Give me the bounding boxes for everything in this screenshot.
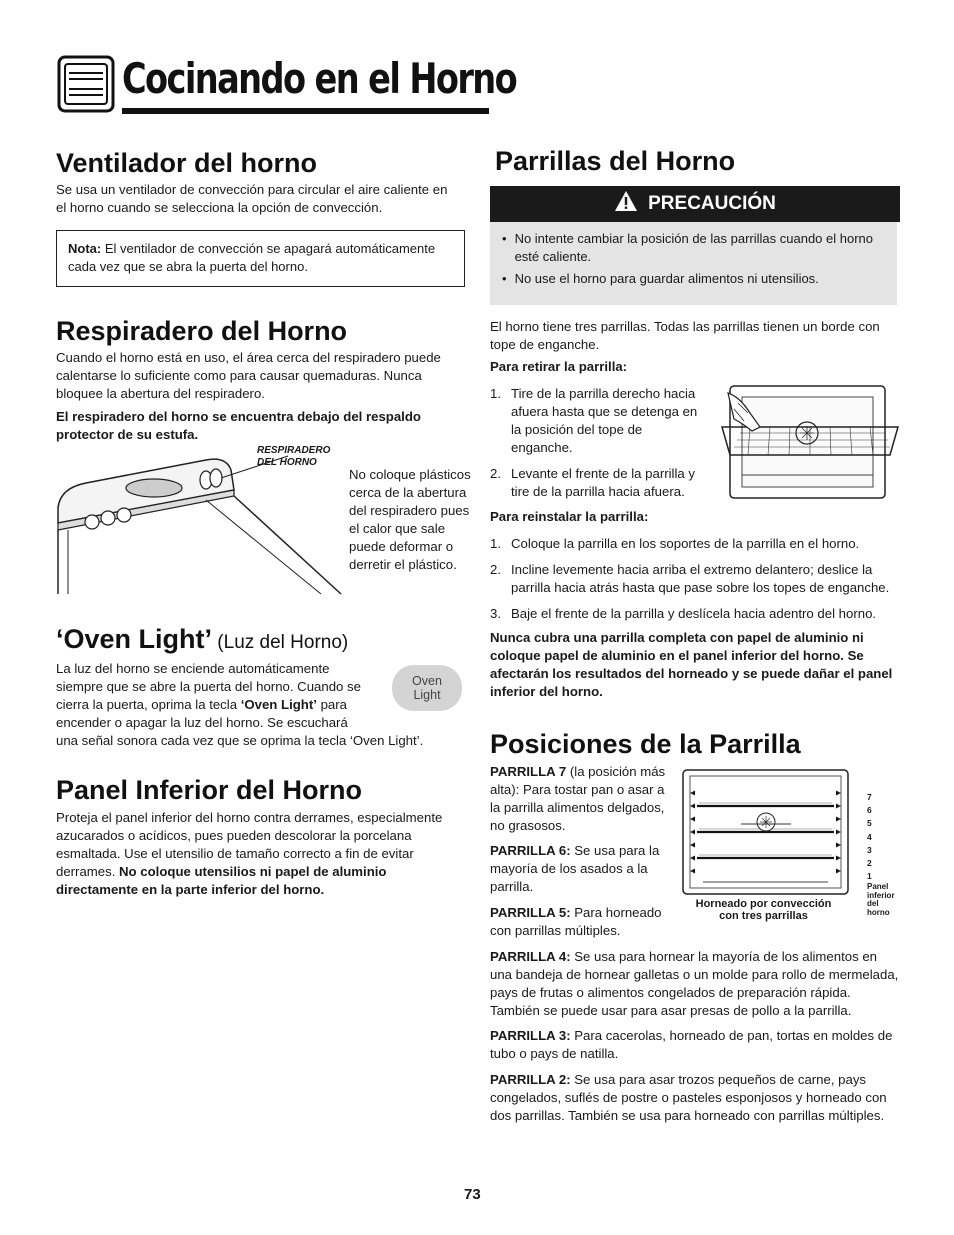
oven-light-body-part-1: La luz del horno se enciende automáticamente siempre que se abre la puerta del horno. Cuando se cierra la puerta, oprima la tecla (56, 661, 361, 712)
caution-title: PRECAUCIÓN (648, 193, 776, 214)
vent-label-line-1: RESPIRADERO (257, 445, 331, 456)
rack-number: 4 (867, 831, 872, 842)
title-underline (122, 108, 489, 114)
fan-note-box (56, 230, 465, 287)
positions-heading: Posiciones de la Parrilla (490, 729, 801, 759)
rack-number: 7 (867, 792, 872, 802)
vent-side-text: No coloque plásticos cerca de la abertura del respiradero pues el calor que sale puede deformar o derretir el plástico. (349, 467, 471, 572)
remove-heading: Para retirar la parrilla: (490, 359, 628, 374)
rack-positions-illustration (681, 768, 851, 896)
rack-2-text: PARRILLA 2: Se usa para asar trozos pequeños de carne, pays congelados, suflés de postre o pasteles esponjosos y horneado con dos parrillas. También se usa para horneado con parrillas múltiples. (490, 1072, 887, 1123)
oven-light-heading-sub: (Luz del Horno) (212, 632, 349, 653)
caution-box (490, 222, 897, 305)
rack-removal-illustration (720, 383, 902, 503)
caution-header (490, 186, 900, 222)
rack-5-text: PARRILLA 5: Para horneado con parrillas múltiples. (490, 905, 662, 938)
remove-steps (490, 385, 702, 501)
fan-note-text: El ventilador de convección se apagará automáticamente cada vez que se abra la puerta del horno. (68, 241, 436, 274)
vent-label-line-2: DEL HORNO (257, 457, 317, 468)
bottom-panel-label: Panel inferior del horno (867, 882, 895, 917)
page-number: 73 (464, 1186, 481, 1203)
oven-light-body (56, 660, 374, 732)
fan-note-label: Nota: (68, 241, 102, 256)
oven-light-key-line-1: Oven (412, 674, 442, 688)
rack-number: 6 (867, 805, 872, 816)
vent-bold-note: El respiradero del horno se encuentra debajo del respaldo protector de su estufa. (56, 409, 421, 442)
rack-number: 5 (867, 818, 872, 829)
remove-step-text: Tire de la parrilla derecho hacia afuera hasta que se detenga en la posición del tope de enganche. (511, 386, 698, 455)
remove-step: 1. Tire de la parrilla derecho hacia afuera hasta que se detenga en la posición del tope de enganche. (490, 385, 702, 457)
oven-light-heading-main: ‘Oven Light’ (56, 624, 213, 654)
oven-icon (57, 55, 115, 113)
bottom-panel-bold: No coloque utensilios ni papel de aluminio directamente en la parte inferior del horno. (56, 864, 387, 897)
oven-light-heading (56, 624, 348, 655)
install-step-text: Baje el frente de la parrilla y deslícela hacia adentro del horno. (511, 606, 877, 621)
page-title: Cocinando en el Horno (122, 54, 517, 103)
racks-intro: El horno tiene tres parrillas. Todas las parrillas tienen un borde con tope de enganche. (490, 319, 880, 352)
racks-heading: Parrillas del Horno (495, 146, 736, 176)
oven-light-key-line-2: Light (413, 688, 441, 702)
warning-triangle-icon (614, 190, 638, 218)
rack-3-text: PARRILLA 3: Para cacerolas, horneado de pan, tortas en moldes de tubo o pays de natilla. (490, 1028, 893, 1061)
vent-body: Cuando el horno está en uso, el área cerca del respiradero puede calentarse lo suficiente como para causar quemaduras. Nunca bloquee la abertura del respiradero. (56, 350, 441, 401)
remove-step: 2. Levante el frente de la parrilla y tire de la parrilla hacia afuera. (490, 465, 702, 501)
oven-light-body-last-line: una señal sonora cada vez que se oprima la tecla ‘Oven Light’. (56, 733, 424, 748)
bottom-panel-body (56, 809, 461, 899)
rack-number-labels (867, 792, 881, 884)
rack-6-text: PARRILLA 6: Se usa para la mayoría de los asados a la parrilla. (490, 843, 660, 894)
rack-number: 2 (867, 857, 872, 868)
install-step: 1. Coloque la parrilla en los soportes de la parrilla en el horno. (490, 536, 860, 551)
caution-item: • No use el horno para guardar alimentos ni utensilios. (502, 271, 819, 286)
install-step-text: Incline levemente hacia arriba el extremo delantero; deslice la parrilla hacia atrás hasta que pase sobre los topes de enganche. (511, 562, 890, 595)
oven-light-key-name: ‘Oven Light’ (240, 697, 317, 712)
caution-item: • No intente cambiar la posición de las parrillas cuando el horno esté caliente. (502, 230, 887, 266)
rack-4-text: PARRILLA 4: Se usa para hornear la mayoría de los alimentos en una bandeja de hornear galletas o un molde para rollo de mermelada, pays de frutas o alimentos congelados de preparación rápida. También se puede usar para asar presas de pollo a la parrilla. (490, 949, 899, 1018)
install-step: 3. Baje el frente de la parrilla y deslícela hacia adentro del horno. (490, 606, 877, 621)
rack-number: 1 (867, 871, 872, 882)
oven-light-body-part-2: para encender o apagar la luz del horno. Se escuchará (56, 697, 348, 730)
fan-heading: Ventilador del horno (56, 148, 318, 178)
rack-7-text: PARRILLA 7 (la posición más alta): Para tostar pan o asar a la parrilla alimentos delgados, no grasosos. (490, 764, 666, 833)
rack-figure-caption: Horneado por convección con tres parrillas (695, 898, 832, 922)
rack-number: 3 (867, 844, 872, 855)
install-step: 2. Incline levemente hacia arriba el extremo delantero; deslice la parrilla hacia atrás hasta que pase sobre los topes de enganche. (490, 561, 900, 597)
remove-step-text: Levante el frente de la parrilla y tire de la parrilla hacia afuera. (511, 466, 696, 499)
install-step-text: Coloque la parrilla en los soportes de la parrilla en el horno. (511, 536, 860, 551)
vent-figure-label (257, 445, 330, 469)
range-backguard-illustration (56, 448, 346, 596)
install-heading: Para reinstalar la parrilla: (490, 509, 649, 524)
foil-warning: Nunca cubra una parrilla completa con papel de aluminio ni coloque papel de aluminio en el panel inferior del horno. Se afectarán los resultados del horneado y se puede dañar el panel inferior del horno. (490, 630, 893, 699)
oven-light-key (392, 665, 462, 711)
bottom-panel-text: Proteja el panel inferior del horno contra derrames, especialmente azucarados o acídicos, pues pueden descolorar la porcelana esmaltada. Use el utensilio de tamaño correcto a fin de evitar derrames. (56, 810, 443, 879)
install-steps (490, 535, 900, 623)
bottom-panel-heading: Panel Inferior del Horno (56, 775, 363, 805)
caution-item-text: No use el horno para guardar alimentos ni utensilios. (514, 271, 819, 286)
vent-heading: Respiradero del Horno (56, 316, 348, 346)
fan-body: Se usa un ventilador de convección para circular el aire caliente en el horno cuando se selecciona la opción de convección. (56, 182, 448, 215)
caution-item-text: No intente cambiar la posición de las parrillas cuando el horno esté caliente. (514, 231, 873, 264)
